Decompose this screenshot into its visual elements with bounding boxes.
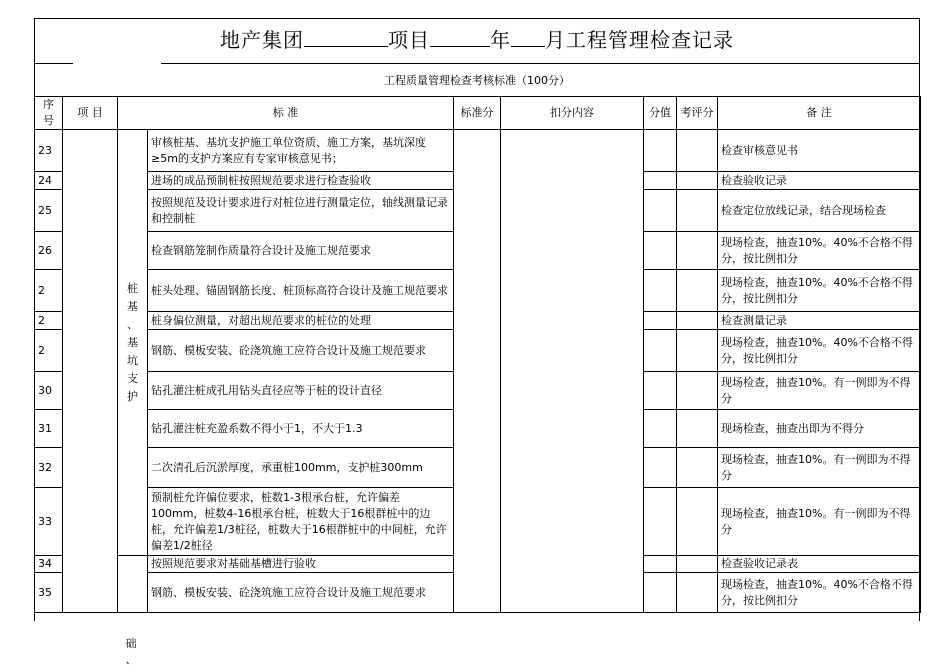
- row-seq: 2: [35, 312, 63, 330]
- category-char: 坑: [127, 353, 138, 367]
- header-item: 项 目: [63, 97, 118, 130]
- header-eval: 考评分: [677, 97, 718, 130]
- year-blank[interactable]: [430, 24, 490, 47]
- row-seq: 33: [35, 488, 63, 556]
- row-seq: 30: [35, 372, 63, 410]
- month-blank[interactable]: [511, 24, 545, 47]
- row-note: 现场检查，抽查10%。40%不合格不得分，按比例扣分: [718, 330, 921, 372]
- row-note: 现场检查，抽查10%。40%不合格不得分，按比例扣分: [718, 573, 921, 613]
- category-cell-continued: [118, 556, 148, 613]
- eval-cell[interactable]: [677, 330, 718, 372]
- subtitle: 工程质量管理检查考核标准（100分）: [384, 74, 570, 87]
- table-row: [35, 130, 921, 172]
- row-note: 现场检查，抽查10%。40%不合格不得分，按比例扣分: [718, 270, 921, 312]
- overflow-char: 础: [125, 637, 137, 650]
- row-note: 检查审核意见书: [718, 130, 921, 172]
- row-seq: 31: [35, 410, 63, 448]
- header-standard: 标 准: [118, 97, 454, 130]
- row-standard: 检查钢筋笼制作质量符合设计及施工规范要求: [148, 232, 454, 270]
- score-cell[interactable]: [454, 130, 501, 613]
- points-cell[interactable]: [644, 130, 677, 172]
- row-note: 检查验收记录表: [718, 556, 921, 573]
- row-standard: 钻孔灌注桩充盈系数不得小于1，不大于1.3: [148, 410, 454, 448]
- row-seq: 23: [35, 130, 63, 172]
- header-deduct: 扣分内容: [501, 97, 644, 130]
- points-cell[interactable]: [644, 372, 677, 410]
- points-cell[interactable]: [644, 270, 677, 312]
- header-row: [35, 97, 921, 130]
- points-cell[interactable]: [644, 556, 677, 573]
- eval-cell[interactable]: [677, 172, 718, 190]
- title-month-record: 月工程管理检查记录: [545, 28, 734, 52]
- category-char: 护: [127, 389, 138, 403]
- points-cell[interactable]: [644, 488, 677, 556]
- category-char: 桩: [127, 281, 138, 295]
- header-points: 分值: [644, 97, 677, 130]
- project-blank[interactable]: [304, 24, 388, 47]
- eval-cell[interactable]: [677, 448, 718, 488]
- row-seq: 24: [35, 172, 63, 190]
- title-underline-left: [35, 63, 73, 64]
- row-standard: 按照规范要求对基础基槽进行验收: [148, 556, 454, 573]
- category-char: 支: [127, 371, 138, 385]
- title-year: 年: [490, 28, 511, 52]
- title-underline-right: [161, 63, 919, 64]
- row-seq: 2: [35, 270, 63, 312]
- inspection-table: [34, 96, 921, 613]
- header-score: 标准分: [454, 97, 501, 130]
- row-standard: 钢筋、模板安装、砼浇筑施工应符合设计及施工规范要求: [148, 573, 454, 613]
- row-standard: 钻孔灌注桩成孔用钻头直径应等于桩的设计直径: [148, 372, 454, 410]
- points-cell[interactable]: [644, 573, 677, 613]
- eval-cell[interactable]: [677, 372, 718, 410]
- points-cell[interactable]: [644, 410, 677, 448]
- row-seq: 25: [35, 190, 63, 232]
- eval-cell[interactable]: [677, 410, 718, 448]
- item-cell: [63, 130, 118, 613]
- row-standard: 预制桩允许偏位要求，桩数1-3根承台桩，允许偏差100mm，桩数4-16根承台桩，桩数大于16根群桩中的边桩，允许偏差1/3桩径，桩数大于16根群桩中的中间桩，允许偏差1/2桩径: [148, 488, 454, 556]
- row-seq: 32: [35, 448, 63, 488]
- row-standard: 钢筋、模板安装、砼浇筑施工应符合设计及施工规范要求: [148, 330, 454, 372]
- points-cell[interactable]: [644, 232, 677, 270]
- row-standard: 桩头处理、锚固钢筋长度、桩顶标高符合设计及施工规范要求: [148, 270, 454, 312]
- title-company: 地产集团: [220, 28, 304, 52]
- row-standard: 桩身偏位测量，对超出规范要求的桩位的处理: [148, 312, 454, 330]
- page-title: [35, 19, 919, 65]
- points-cell[interactable]: [644, 190, 677, 232]
- eval-cell[interactable]: [677, 270, 718, 312]
- eval-cell[interactable]: [677, 312, 718, 330]
- header-note: 备 注: [718, 97, 921, 130]
- points-cell[interactable]: [644, 312, 677, 330]
- row-seq: 26: [35, 232, 63, 270]
- category-cell: [118, 130, 148, 556]
- row-note: 现场检查，抽查10%。有一例即为不得分: [718, 372, 921, 410]
- row-standard: 进场的成品预制桩按照规范要求进行检查验收: [148, 172, 454, 190]
- eval-cell[interactable]: [677, 573, 718, 613]
- row-note: 现场检查，抽查10%。有一例即为不得分: [718, 448, 921, 488]
- category-char: 基: [127, 335, 138, 349]
- row-standard: 按照规范及设计要求进行对桩位进行测量定位，轴线测量记录和控制桩: [148, 190, 454, 232]
- row-seq: 34: [35, 556, 63, 573]
- row-note: 检查测量记录: [718, 312, 921, 330]
- row-note: 现场检查，抽查10%。有一例即为不得分: [718, 488, 921, 556]
- row-standard: 二次清孔后沉淤厚度，承重桩100mm，支护桩300mm: [148, 448, 454, 488]
- overflow-category-text: [124, 636, 138, 668]
- points-cell[interactable]: [644, 448, 677, 488]
- points-cell[interactable]: [644, 330, 677, 372]
- row-note: 检查定位放线记录，结合现场检查: [718, 190, 921, 232]
- points-cell[interactable]: [644, 172, 677, 190]
- row-seq: 35: [35, 573, 63, 613]
- eval-cell[interactable]: [677, 190, 718, 232]
- eval-cell[interactable]: [677, 130, 718, 172]
- category-char: 基: [127, 299, 138, 313]
- row-seq: 2: [35, 330, 63, 372]
- header-seq: 序号: [35, 97, 63, 130]
- eval-cell[interactable]: [677, 232, 718, 270]
- overflow-char: 、: [125, 653, 137, 666]
- row-note: 现场检查，抽查出即为不得分: [718, 410, 921, 448]
- row-standard: 审核桩基、基坑支护施工单位资质、施工方案，基坑深度≥5m的支护方案应有专家审核意见书；: [148, 130, 454, 172]
- eval-cell[interactable]: [677, 556, 718, 573]
- row-note: 检查验收记录: [718, 172, 921, 190]
- category-char: 、: [127, 317, 138, 331]
- deduct-cell[interactable]: [501, 130, 644, 613]
- row-note: 现场检查，抽查10%。40%不合格不得分，按比例扣分: [718, 232, 921, 270]
- title-project: 项目: [388, 28, 430, 52]
- eval-cell[interactable]: [677, 488, 718, 556]
